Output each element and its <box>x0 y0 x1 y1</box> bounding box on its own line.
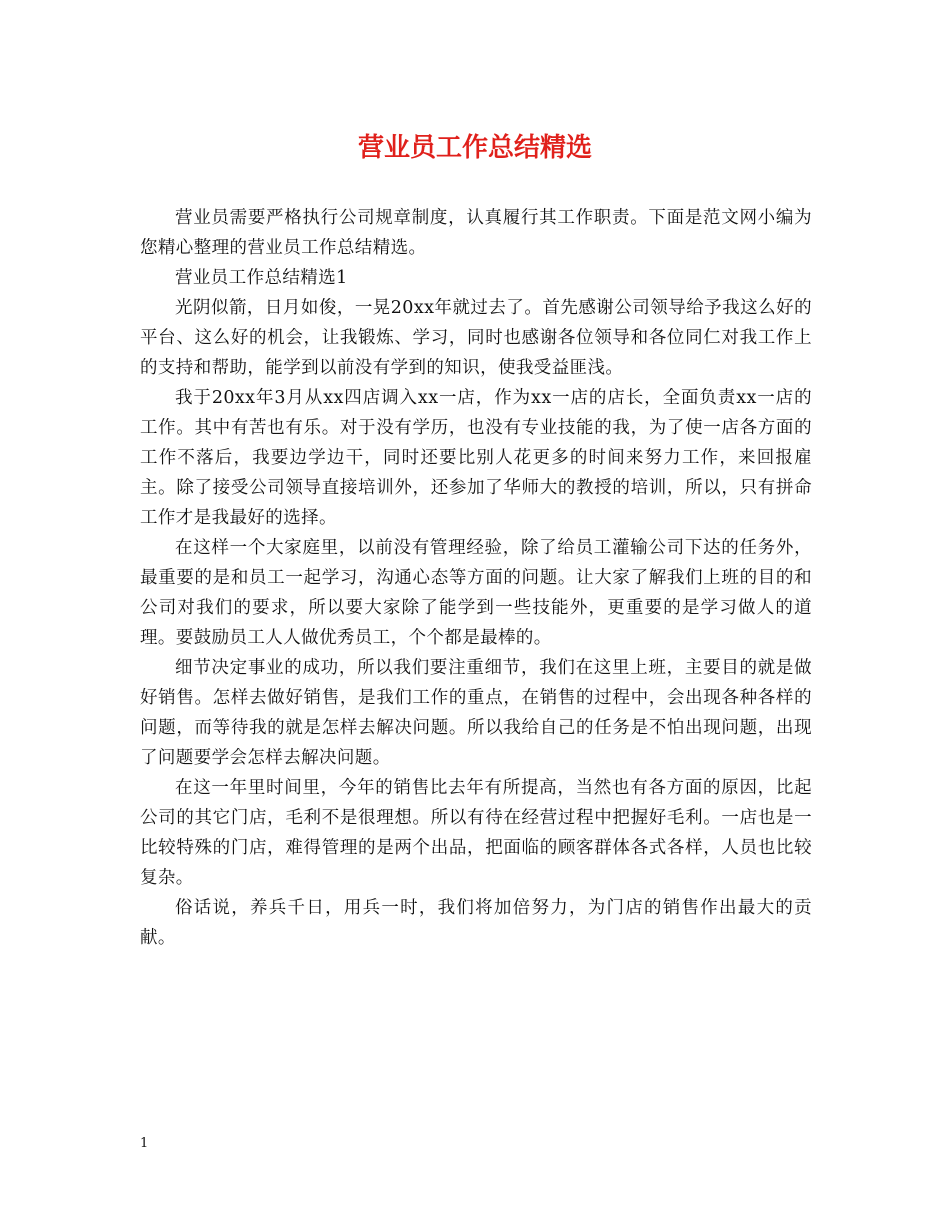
section-heading: 营业员工作总结精选1 <box>175 268 348 288</box>
document-title: 营业员工作总结精选 <box>357 133 592 163</box>
body-paragraph: 在这样一个大家庭里，以前没有管理经验，除了给员工灌输公司下达的任务外，最重要的是和员工一起学习，沟通心态等方面的问题。让大家了解我们上班的目的和公司对我们的要求，所以要大家除了能学到一些技能外，更重要的是学习做人的道理。要鼓励员工人人做优秀员工，个个都是最棒的。 <box>140 538 812 648</box>
body-paragraph: 光阴似箭，日月如俊，一晃20xx年就过去了。首先感谢公司领导给予我这么好的平台、这么好的机会，让我锻炼、学习，同时也感谢各位领导和各位同仁对我工作上的支持和帮助，能学到以前没有学到的知识，使我受益匪浅。 <box>140 298 812 378</box>
document-body <box>140 203 812 953</box>
page-number: 1 <box>140 1136 149 1151</box>
intro-paragraph: 营业员需要严格执行公司规章制度，认真履行其工作职责。下面是范文网小编为您精心整理的营业员工作总结精选。 <box>140 208 812 258</box>
body-paragraph: 在这一年里时间里，今年的销售比去年有所提高，当然也有各方面的原因，比起公司的其它门店，毛利不是很理想。所以有待在经营过程中把握好毛利。一店也是一比较特殊的门店，难得管理的是两个出品，把面临的顾客群体各式各样，人员也比较复杂。 <box>140 778 812 888</box>
body-paragraph: 细节决定事业的成功，所以我们要注重细节，我们在这里上班，主要目的就是做好销售。怎样去做好销售，是我们工作的重点，在销售的过程中，会出现各种各样的问题，而等待我的就是怎样去解决问题。所以我给自己的任务是不怕出现问题，出现了问题要学会怎样去解决问题。 <box>140 658 812 768</box>
body-paragraph: 俗话说，养兵千日，用兵一时，我们将加倍努力，为门店的销售作出最大的贡献。 <box>140 898 812 948</box>
body-paragraph: 我于20xx年3月从xx四店调入xx一店，作为xx一店的店长，全面负责xx一店的工作。其中有苦也有乐。对于没有学历，也没有专业技能的我，为了使一店各方面的工作不落后，我要边学边干，同时还要比别人花更多的时间来努力工作，来回报雇主。除了接受公司领导直接培训外，还参加了华师大的教授的培训，所以，只有拼命工作才是我最好的选择。 <box>140 388 812 528</box>
